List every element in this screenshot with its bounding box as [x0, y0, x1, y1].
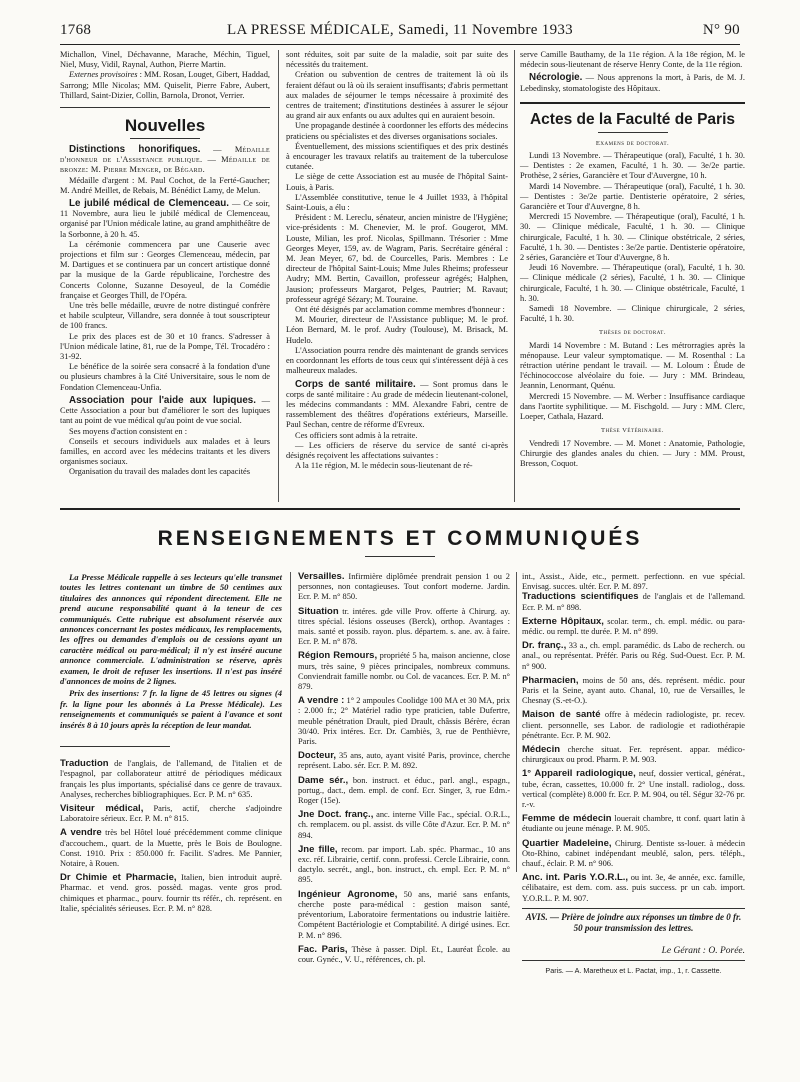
paragraph: Lundi 13 Novembre. — Thérapeutique (oral), Faculté, 1 h. 30. — Dentistes : 2e examen, Faculté, 1 h. 30. — 3e/2e partie. Prothèse, 2 séries, Garancière et Tour d'Auvergne, 10 h.: [520, 151, 745, 181]
ad-text: bon. instruct. et éduc., parl. angl., espagn., portug., dact., dem. empl. de conf. Ecr. Singer, 3, rue Edm.-Roger (15e).: [298, 775, 510, 806]
ad-text: Chirurg. Dentiste ss-louer. à médecin Oto-Rhino, cabinet indépendant meublé, salon, pers. téléph., chauf., éclair. P. M. n° 906.: [522, 838, 746, 869]
divider: [60, 107, 270, 108]
ad-text: Thèse à passer. Dipl. Et., Lauréat École. au cour. Gynéc., V. U., références, ch. pl.: [298, 944, 510, 964]
ad-text: 35 ans, auto, ayant visité Paris, province, cherche représent. Labo. sér. Ecr. P. M. 892.: [298, 751, 511, 771]
journal-title: LA PRESSE MÉDICALE, Samedi, 11 Novembre 1933: [227, 22, 573, 38]
paragraph: Michallon, Vinel, Déchavanne, Marache, Méchin, Tiguel, Niel, Musy, Vidil, Raynal, Authon, Pierre Martin.: [60, 50, 270, 70]
ad-title: Région Remours,: [298, 650, 378, 662]
ad-title: Femme de médecin: [522, 813, 612, 825]
ad-title: 1° Appareil radiologique,: [522, 768, 636, 780]
title-rule: [130, 138, 200, 139]
classified-ad: [298, 607, 510, 648]
column-3: [520, 50, 745, 502]
ad-title: Maison de santé: [522, 709, 601, 721]
ad-text: louerait chambre, tt conf. quart latin à étudiante ou jeune ménage. P. M. 905.: [522, 814, 746, 834]
paragraph: Mardi 14 Novembre. — Thérapeutique (oral), Faculté, 1 h. 30. — Dentistes : 3e/2e partie. Dentisterie opératoire, 2 séries, Garancière et Tour d'Auvergne, 8 h.: [520, 181, 745, 212]
ad-title: A vendre: [60, 827, 102, 839]
classified-ad: [522, 676, 745, 707]
title-rule: [365, 556, 435, 557]
paragraph: Mardi 14 Novembre : M. Butand : Les métrorragies après la ménopause. Leur valeur symptomatique. — M. Rosenthal : La rétraction utérine pendant le travail. — M. Loloum : Étude de l'échinococcose alvéolaire du foie. — Jury : MM. Brindeau, Jeannin, Lenormant, Quénu.: [520, 340, 745, 391]
paragraph: serve Camille Bauthamy, de la 11e région. A la 18e région, M. le médecin sous-lieutenant de réserve Henry Conte, de la 11e région.: [520, 50, 745, 70]
ad-text: Infirmière diplômée prendrait pension 1 ou 2 personnes, non contagieuses. Tout confort moderne. Jardin. Ecr. P. M. n° 850.: [298, 572, 510, 602]
classified-ad: [522, 873, 745, 904]
subheading: Thèses de doctorat.: [599, 329, 666, 337]
page-number: 1768: [60, 22, 92, 38]
issue-number: N° 90: [702, 22, 740, 38]
printer-line: Paris. — A. Maretheux et L. Pactat, imp., 1, r. Cassette.: [545, 966, 722, 976]
column-1: [60, 50, 270, 502]
classified-ad: [298, 845, 510, 886]
classified-ad: [298, 751, 510, 771]
ad-text: anc. interne Ville Fac., spécial. O.R.L., ch. remplacem. ou pl. assist. ds ville Côte d'Azur. Ecr. P. M. n° 894.: [298, 810, 510, 840]
paragraph: Président : M. Lereclu, sénateur, ancien ministre de l'Hygiène; vice-présidents : M. Chenevier, M. le prof. Gougerot, MM. Louste, Milian, les prof. Nicolas, Spillmann. Trésorier : Mme Georges Meyer, 159, av. de Wagram, Paris. Secrétaire général : M. Jean Meyer, 67, bd. de Courcelles, Paris. Membres : Le directeur de l'hôpital Saint-Louis; Mme Jules Rheims; professeur Audry; MM. Bertin, Cavaillon, professeur agrégés; Halphen, Jausion; professeurs Margarot, Pelges, Pautrier; M. Ravaut; professeur agrégé Sézary; M. Touraine.: [286, 213, 508, 304]
section-title-faculte: Actes de la Faculté de Paris: [529, 110, 736, 128]
ad-title: Versailles.: [298, 571, 345, 582]
ad-title: Fac. Paris,: [298, 943, 348, 955]
paragraph: — Les officiers de réserve du service de santé ci-après désignés reçoivent les affectations suivantes :: [286, 440, 508, 460]
item-heading: Le jubilé médical de Clemenceau.: [69, 198, 229, 210]
ad-text: 33 a., ch. empl. paramédic. ds Labo de recherch. ou anal., ou représentat. Préfér. Paris ou Rég. Sud-Ouest. Ecr. P. M. n° 900.: [522, 641, 745, 671]
classified-ad: [298, 651, 510, 692]
ad-title: A vendre :: [298, 695, 345, 707]
ad-text: moins de 50 ans, dés. représent. médic. pour Paris et la Seine, ayant auto. Chanal, 10, rue de Versailles, le Chesnay (S.-et-O.).: [522, 675, 746, 706]
ad-title: Dame sér.,: [298, 774, 349, 786]
paragraph: Mercredi 15 Novembre. — M. Werber : Insuffisance cardiaque dans l'aortite syphilitique. — M. Fischgold. — Jury : MM. Clerc, Loeper, Cathala, Hazard.: [520, 391, 745, 422]
paragraph: Organisation du travail des malades dont les capacités: [69, 467, 251, 477]
item-heading: Association pour l'aide aux lupiques.: [69, 394, 256, 406]
ad-title: Jne fille,: [298, 843, 338, 855]
paragraph: Ces officiers sont admis à la retraite.: [295, 430, 418, 440]
paragraph: — Ce soir, 11 Novembre, aura lieu le jubilé médical de Clemenceau, organisé par l'Union médicale latine, au grand amphithéâtre de la Sorbonne, à 20 h. 45.: [60, 199, 270, 239]
intro-notice: La Presse Médicale rappelle à ses lecteurs qu'elle transmet toutes les lettres contenant un timbre de 50 centimes aux titulaires des annonces qui répondent directement. Elle ne prend aucune responsabilité quant à la teneur de ces communiqués. Cette rubrique est absolument réservée aux annonces concernant les postes médicaux, les remplacements, les offres ou demandes d'emplois ou de cessions ayant un caractère médical ou para-médical; il n'y est inséré aucune annonce commerciale. L'administration se réserve, après examen, le droit de refuser les insertions. Il n'est pas inséré d'annonces de moins de 2 lignes.: [60, 572, 282, 687]
paragraph: — Médaille d'honneur de l'Assistance publique. — Médaille de bronze: M. Pierre Menger, de Bégard.: [60, 145, 270, 175]
ad-title: Situation: [298, 605, 339, 617]
ad-text: 50 ans, marié sans enfants, cherche poste para-médical : gestion maison santé, préventorium, Laboratoire fermentations ou industrie laitière. Compétent Bactériologie et Comptabilité. A dirigé usines. Ecr. P. M. n° 896.: [298, 889, 510, 940]
ad-title: Dr. franç.,: [522, 640, 567, 652]
section-rule: [60, 508, 740, 510]
paragraph: : MM. Rosan, Louget, Gibert, Haddad, Sarrong; Mlle Nicolas; MM. Quiselit, Pierre Fabre, Aubert, Thillard, Saint-Dizier, Collin, Barnola, Dronot, Verrier.: [60, 70, 270, 100]
paragraph: Vendredi 17 Novembre. — M. Monet : Anatomie, Pathologie, Chirurgie des glandes anales du chien. — Jury : MM. Proust, Bresson, Coquot.: [520, 438, 745, 468]
ad-title: Externe Hôpitaux,: [522, 615, 604, 627]
paragraph: — Sont promus dans le corps de santé militaire : Au grade de médecin lieutenant-colonel, les médecins commandants : MM. Alexandre Fabri, centre de rassemblement des théâtres d'opérations extérieurs, Marseille. Paul Sechan, centre de réforme d'Evreux.: [286, 379, 508, 430]
avis-notice: AVIS. — Prière de joindre aux réponses un timbre de 0 fr. 50 pour transmission des lettres.: [522, 908, 745, 934]
subheading: Thèse Vétérinaire.: [601, 427, 664, 435]
paragraph: L'Association pourra rendre dès maintenant de grands services en coordonnant les efforts de tous ceux qui s'intéressent déjà à ces malheureux malades.: [286, 345, 508, 376]
item-heading: Corps de santé militaire.: [295, 378, 416, 390]
column-divider: [514, 50, 515, 502]
paragraph: — Cette Association a pour but d'améliorer le sort des lupiques tant au point de vue médical qu'au point de vue social.: [60, 395, 270, 426]
divider: [520, 102, 745, 104]
ad-title: Visiteur médical,: [60, 802, 144, 814]
gerant-signature: Le Gérant : O. Porée.: [661, 945, 745, 956]
ad-title: Docteur,: [298, 750, 337, 762]
ad-text: ou int. 3e, 4e année, exc. famille, célibataire, est dem. com. ass. puis success. pr un cab. import. Y.O.R.L. P. M. 907.: [522, 873, 745, 903]
paragraph: Création ou subvention de centres de traitement là où ils feraient défaut ou là où ils seraient insuffisants; d'abris permettant aux malades de séjourner le temps nécessaire à proximité des centres de traitement; d'institutions destinées à assurer le séjour au grand air aux enfants ou aux adultes qui en auraient besoin.: [286, 70, 508, 121]
ad-text: de l'anglais, de l'allemand, de l'italien et de l'espagnol, par collaborateur attitré de périodiques médicaux français les plus importants, spécialisé dans ce genre de travaux. Analyses, recherches bibliographiques. Ecr. P. M. n° 635.: [60, 759, 282, 799]
ad-title: Pharmacien,: [522, 674, 579, 686]
ad-text: cherche situat. Fer. représent. appar. médico-chirurgicaux ou prod. Pharm. P. M. 903.: [522, 745, 745, 765]
section-title-renseignements: RENSEIGNEMENTS ET COMMUNIQUÉS: [157, 527, 643, 550]
classified-ad: [298, 890, 510, 941]
ad-title: Médecin: [522, 744, 561, 756]
paragraph: Une très belle médaille, œuvre de notre distingué confrère et habile sculpteur, Villandre, sera donnée à tout souscripteur de 100 francs.: [60, 301, 270, 331]
item-heading: Nécrologie.: [529, 72, 583, 84]
classified-ad: [522, 710, 745, 741]
ad-text: Paris, actif, cherche s'adjoindre Laboratoire sérieux. Ecr. P. M. n° 815.: [60, 803, 282, 824]
ad-title: Dr Chimie et Pharmacie,: [60, 872, 177, 884]
title-rule: [598, 132, 668, 133]
paragraph: Le prix des places est de 30 et 10 francs. S'adresser à l'Union médicale latine, 81, rue de la Pompe, Tél. Trocadéro : 31-92.: [60, 331, 270, 362]
divider: [522, 960, 745, 961]
ad-title: Anc. int. Paris Y.O.R.L.,: [522, 872, 629, 884]
classified-ad: [522, 839, 745, 870]
label: Externes provisoires: [69, 70, 138, 80]
ad-text: de l'anglais et de l'allemand. Ecr. P. M. n° 898.: [522, 592, 745, 612]
subheading: Examens de doctorat.: [595, 139, 670, 147]
classified-ad: [60, 873, 282, 914]
ad-title: Ingénieur Agronome,: [298, 888, 398, 900]
paragraph: Médaille d'argent : M. Paul Cochot, de la Ferté-Gaucher; M. André Meillet, de Rebais, M. Bénédict Lamy, de Melun.: [60, 175, 270, 195]
ad-text: recom. par import. Lab. spéc. Pharmac., 10 ans exc. réf. Librairie, certif. conn. professi. Cercle Librairie, conn. dactylo. secrét., angl., bon. instruct., ch. empl. Ecr. P. M. n° 895.: [298, 844, 511, 885]
ad-text: propriété 5 ha, maison ancienne, close murs, très saine, 9 pièces principales, nombreux communs. Conviendrait famille nombr. ou Col. de vacances. Ecr. P. M. n° 879.: [298, 651, 510, 692]
ad-title: Quartier Madeleine,: [522, 837, 612, 849]
ad-text: Italien, bien introduit auprè. Pharmac. et vend. gros. possèd. magas. vente gros prod. chimiques et pharmac., pourv. fournir tts référ., ch. représent. en Italie, spécialités sérieuses. Ecr. P. M. n° 828.: [60, 873, 283, 913]
ad-text: scolar. term., ch. empl. médic. ou para-médic. ou rempl. tte durée. P. M. n° 899.: [522, 616, 745, 637]
paragraph: Mercredi 15 Novembre. — Thérapeutique (oral), Faculté, 1 h. 30. — Clinique médicale, Faculté, 1 h. 30. — Clinique chirurgicale, Faculté, 1 h. 30. — Clinique obstétricale, 2 séries, Faculté, 1 h. 30. — Dentistes : 3e/2e partie. Dentisterie opératoire, 2 séries, Garancière et Tour d'Auvergne, 8 h.: [520, 212, 745, 263]
column-divider: [290, 572, 291, 872]
paragraph: Une propagande destinée à coordonner les efforts des médecins praticiens ou spécialistes et des diverses organisations sociales.: [286, 121, 508, 141]
ad-text: offre à médecin radiologiste, pr. recev. client. personnelle, ses Labor. de radiologie et radiothérapie pénétrante. Ecr. P. M. 902.: [522, 710, 746, 740]
classified-ad: [298, 945, 510, 965]
classified-ad: [522, 814, 745, 834]
classified-ad: [522, 745, 745, 765]
page-header: [60, 22, 740, 42]
ad-title: Jne Doct. franç.,: [298, 809, 374, 821]
column-2: [286, 50, 508, 502]
ad-text: neuf, dossier vertical, générat., tube, écran, cassettes, 10.000 fr. 2° Une install. radiolog., doss. vertical (complète) 8.000 fr. Ecr. P. M. 904, ou tél. Ségur 32-76 pr. r.-v.: [522, 769, 745, 810]
classified-ad: [60, 804, 282, 824]
paragraph: L'Assemblée constitutive, tenue le 4 Juillet 1933, à l'hôpital Saint-Louis, a élu :: [286, 192, 508, 213]
paragraph: Ont été désignés par acclamation comme membres d'honneur :: [295, 305, 505, 315]
paragraph: A la 11e région, M. le médecin sous-lieutenant de ré-: [295, 461, 473, 471]
paragraph: — Nous apprenons la mort, à Paris, de M. J. Lebedinsky, stomatologiste des Hôpitaux.: [520, 73, 746, 93]
ad-text: très bel Hôtel loué précédemment comme clinique d'accouchem., quart. de la Muette, près le Bois de Boulogne. Const. 1910. Prix : 850.000 fr. Facilit. S'adres. Me Pannier, Notaire, à Rouen.: [60, 828, 282, 868]
classified-ad: [522, 617, 745, 637]
divider: [60, 746, 170, 747]
paragraph: Le bénéfice de la soirée sera consacré à la fondation d'une ou plusieurs chambres à la Cité Universitaire, sous le nom de Fondation Clemenceau-Unfia.: [60, 362, 270, 392]
header-rule: [60, 44, 740, 45]
classified-ad: [522, 592, 745, 612]
classified-ad: [60, 828, 282, 869]
ad-text: 1° 2 ampoules Coolidge 100 MA et 30 MA, prix : 2.000 fr.; 2° Matériel radio type praticien, table Dufertre, meuble pénétration Drault, pied Drault, châssis Bérère, écran 30/40. Prix intéres. Ecr. Dr. Cambiès, 3, rue de Penthièvre, Paris.: [298, 696, 511, 747]
paragraph: sont réduites, soit par suite de la maladie, soit par suite des nécessités du traitement.: [286, 50, 508, 70]
paragraph: Samedi 18 Novembre. — Clinique chirurgicale, 2 séries, Faculté, 1 h. 30.: [520, 304, 745, 324]
classified-ad: [298, 572, 510, 603]
paragraph: Le siège de cette Association est au musée de l'hôpital Saint-Louis, à Paris.: [286, 172, 508, 192]
paragraph: Conseils et secours individuels aux malades et à leurs familles, en accord avec les médecins traitants et les divers organismes sociaux.: [60, 436, 270, 467]
price-notice: Prix des insertions: 7 fr. la ligne de 45 lettres ou signes (4 fr. la ligne pour les abonnés à La Presse Médicale). Les renseignements et communiqués se paient à l'avance et sont insérés 8 à 10 jours après la réception de leur mandat.: [60, 688, 282, 730]
classified-ad: [298, 776, 510, 807]
item-heading: Distinctions honorifiques.: [69, 144, 201, 156]
classified-ad: [522, 641, 745, 672]
paragraph: Éventuellement, des missions scientifiques et des prix destinés à encourager les travaux relatifs au traitement de la tuberculose cutanée.: [286, 141, 508, 172]
paragraph: Jeudi 16 Novembre. — Thérapeutique (oral), Faculté, 1 h. 30. — Clinique médicale (2 séries), Faculté, 1 h. 30. — Clinique chirurgicale, Faculté, 1 h. 30. — Clinique obstétricale, Faculté, 1 h. 30.: [520, 263, 745, 303]
paragraph: M. Mourier, directeur de l'Assistance publique; M. le prof. Léon Bernard, M. le prof. Audry (Toulouse), M. Brisack, M. Hudelo.: [286, 315, 508, 345]
ads-column-3: [522, 572, 746, 976]
ad-text: tr. intéres. gde ville Prov. offerte à Chirurg. ay. titres spécial. lésions osseuses (Berck), orthop. Avantages : mais. santé et possib. rayon. plus. départem. s. ane. av. à faire. Ecr. P. M. n° 878.: [298, 606, 511, 647]
paragraph: La cérémonie commencera par une Causerie avec projections et film sur : Georges Clemenceau, médecin, par M. Dartigues et se continuera par un concert artistique donné par la musique de la Garde républicaine, l'orchestre des Concerts Colonne, Suzanne Desoyeul, de la Comédie française et Georges Thill, de l'Opéra.: [60, 239, 270, 300]
ads-column-1: [60, 572, 283, 913]
classified-ad: [522, 769, 745, 810]
classified-ad: [298, 810, 510, 841]
ad-title: Traduction: [60, 758, 109, 770]
ad-title: Traductions scientifiques: [522, 591, 639, 603]
ads-column-2: [298, 571, 511, 964]
column-divider: [278, 50, 279, 502]
column-divider: [516, 572, 517, 872]
classified-ad: [60, 759, 282, 800]
classified-ad: [298, 696, 510, 747]
section-title-nouvelles: Nouvelles: [124, 116, 206, 136]
paragraph: Ses moyens d'action consistent en :: [69, 426, 188, 436]
paragraph: int., Assist., Aide, etc., permett. perfectionn. en vue spécial. Envisag. succes. ultér. Ecr. P. M. 897.: [522, 572, 745, 592]
